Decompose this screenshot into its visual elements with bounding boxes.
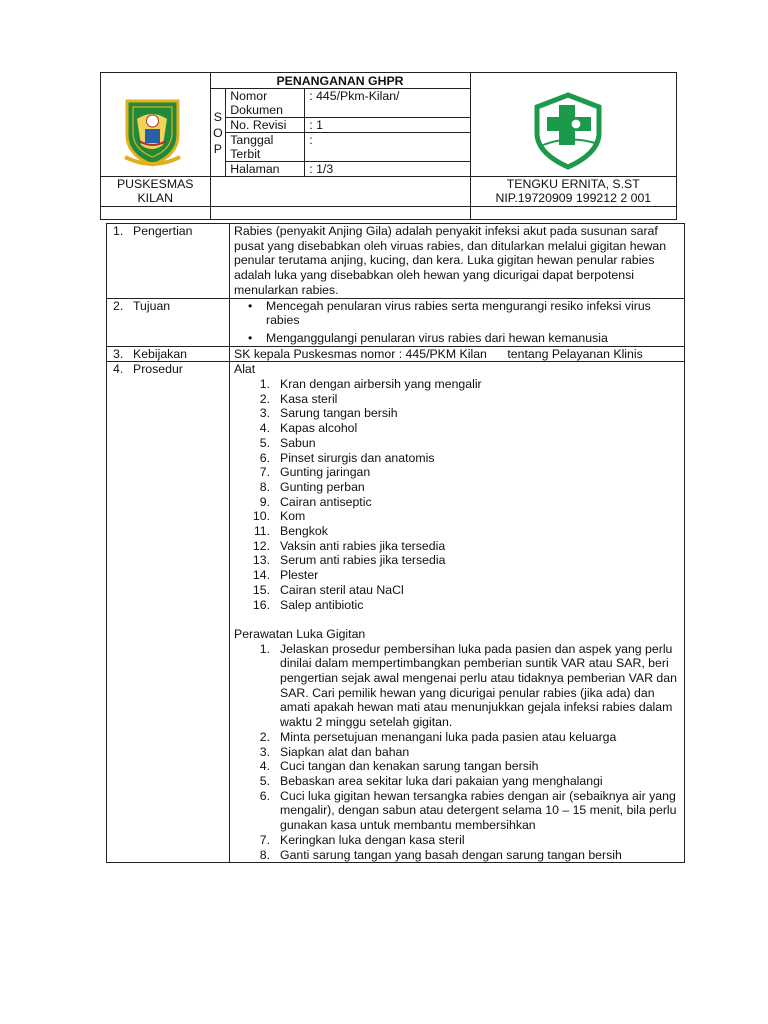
sop-header-table	[100, 72, 677, 220]
list-item: 3. Siapkan alat dan bahan	[259, 744, 410, 759]
document-title: PENANGANAN GHPR	[210, 73, 470, 89]
pengertian-text: Rabies (penyakit Anjing Gila) adalah penyakit infeksi akut pada susunan saraf pusat yang disebabkan oleh viruas rabies, dan ditularkan melalui gigitan hewan penular terutama anjing, kucing, dan kera. Luka gigitan hewan penular rabies adalah luka yang disebabkan oleh hewan yang dicurigai dapat berpotensi menularkan rabies.	[230, 224, 685, 299]
list-item: 11. Bengkok	[253, 524, 328, 539]
section-pengertian: 1. Pengertian Rabies (penyakit Anjing Gila) adalah penyakit infeksi akut pada susunan saraf pusat yang disebabkan oleh viruas rabies, dan ditularkan melalui gigitan hewan penular terutama anjing, kucing, dan kera. Luka gigitan hewan penular rabies adalah luka yang disebabkan oleh hewan yang dicurigai dapat berpotensi menularkan rabies.	[107, 224, 685, 299]
list-item: 15. Cairan steril atau NaCl	[252, 582, 404, 597]
list-item: 3. Sarung tangan bersih	[259, 406, 398, 421]
field-label-revisi: No. Revisi	[226, 118, 305, 133]
list-item: 8. Ganti sarung tangan yang basah dengan sarung tangan bersih	[259, 847, 622, 862]
section-label: Pengertian	[133, 224, 193, 238]
signer-block	[470, 177, 676, 207]
list-item: 14. Plester	[252, 568, 319, 583]
organization-name: PUSKESMAS KILAN	[101, 177, 211, 207]
list-item: • Menganggulangi penularan virus rabies dari hewan kemanusia	[252, 331, 680, 346]
section-label: Prosedur	[133, 362, 183, 377]
section-kebijakan: 3. Kebijakan SK kepala Puskesmas nomor : 445/PKM Kilan tentang Pelayanan Klinis	[107, 346, 685, 362]
puskesmas-logo-cell	[470, 73, 676, 177]
list-item: 6. Cuci luka gigitan hewan tersangka rabies dengan air (sebaiknya air yang mengalir), dengan sabun atau detergent selama 10 – 15 menit, bila perlu gunakan kasa untuk membantu membersihkan	[259, 788, 677, 833]
regency-emblem-icon	[101, 75, 204, 175]
section-label: Kebijakan	[133, 346, 188, 361]
list-item: 4. Kapas alcohol	[259, 421, 358, 436]
perawatan-list	[234, 642, 680, 863]
perawatan-heading: Perawatan Luka Gigitan	[234, 626, 366, 641]
list-item: 16. Salep antibiotic	[252, 597, 364, 612]
alat-list	[234, 377, 680, 612]
sop-content-table	[106, 223, 685, 863]
field-label-halaman: Halaman	[226, 162, 305, 177]
field-value-nomor: : 445/Pkm-Kilan/	[305, 89, 470, 118]
list-item: 2. Minta persetujuan menangani luka pada pasien atau keluarga	[259, 729, 617, 744]
list-item: 12. Vaksin anti rabies jika tersedia	[252, 538, 446, 553]
regency-emblem-cell	[101, 73, 211, 177]
section-label: Tujuan	[133, 298, 171, 313]
list-item: 8. Gunting perban	[259, 479, 365, 494]
puskesmas-logo-icon	[471, 75, 666, 175]
blank-cell	[210, 177, 470, 207]
list-item: 7. Gunting jaringan	[259, 465, 371, 480]
list-item: 13. Serum anti rabies jika tersedia	[252, 553, 446, 568]
field-value-revisi: : 1	[305, 118, 470, 133]
field-label-tanggal: Tanggal Terbit	[226, 133, 305, 162]
alat-heading: Alat	[234, 362, 256, 377]
field-value-tanggal: :	[305, 133, 470, 162]
sop-label: S O P	[210, 89, 226, 177]
list-item: 5. Sabun	[259, 435, 316, 450]
field-label-nomor: Nomor Dokumen	[226, 89, 305, 118]
kebijakan-text: SK kepala Puskesmas nomor : 445/PKM Kilan tentang Pelayanan Klinis	[230, 346, 685, 362]
list-item: 2. Kasa steril	[259, 391, 338, 406]
signer-nip: NIP.19720909 199212 2 001	[495, 191, 652, 205]
list-item: 6. Pinset sirurgis dan anatomis	[259, 450, 435, 465]
list-item: • Mencegah penularan virus rabies serta mengurangi resiko infeksi virus rabies	[252, 299, 680, 328]
field-value-halaman: : 1/3	[305, 162, 470, 177]
list-item: 9. Cairan antiseptic	[259, 494, 372, 509]
list-item: 4. Cuci tangan dan kenakan sarung tangan bersih	[259, 759, 539, 774]
list-item: 1. Jelaskan prosedur pembersihan luka pada pasien dan aspek yang perlu dinilai dalam mempertimbangkan pemberian suntik VAR atau SAR, beri pengertian sejak awal mengenai perlu atau tidaknya pemberian VAR dan SAR. Cari pemilik hewan yang dicurigai penular rabies (jika ada) dan amati apakah hewan mati atau menunjukkan gejala infeksi rabies dalam waktu 2 minggu setelah gigitan.	[259, 641, 677, 730]
list-item: 7. Keringkan luka dengan kasa steril	[259, 832, 465, 847]
list-item: 5. Bebaskan area sekitar luka dari pakaian yang menghalangi	[259, 774, 603, 788]
signer-name: TENGKU ERNITA, S.ST	[506, 177, 640, 191]
list-item: 1. Kran dengan airbersih yang mengalir	[259, 377, 482, 392]
section-prosedur: 4. Prosedur Alat 1. Kran dengan airbersih yang mengalir 2. Kasa steril 3. Sarung tangan bersih 4. Kapas alcohol 5. Sabun 6. Pinset sirurgis dan anatomis 7. Gunting jaringan 8. Gunting perban 9. Cairan antiseptic 10. Kom 11. Bengkok 12. Vaksin anti rabies jika tersedia 13. Serum anti rabies jika tersedia 14. Plester 15. Cairan steril atau NaCl 16. Salep antibiotic Perawatan Luka Gigitan 1. Jelaskan prosedur pembersihan luka pada pasien dan aspek yang perlu dinilai dalam mempertimbangkan pemberian suntik VAR atau SAR, beri pengertian sejak awal mengenai perlu atau tidaknya pemberian VAR dan SAR. Cari pemilik hewan yang dicurigai penular rabies (jika ada) dan amati apakah hewan mati atau menunjukkan gejala infeksi rabies dalam waktu 2 minggu setelah gigitan. 2. Minta persetujuan menangani luka pada pasien atau keluarga 3. Siapkan alat dan bahan 4. Cuci tangan dan kenakan sarung tangan bersih 5. Bebaskan area sekitar luka dari pakaian yang menghalangi 6. Cuci luka gigitan hewan tersangka rabies dengan air (sebaiknya air yang mengalir), dengan sabun atau detergent selama 10 – 15 menit, bila perlu gunakan kasa untuk membantu membersihkan 7. Keringkan luka dengan kasa steril 8. Ganti sarung tangan yang basah dengan sarung tangan bersih	[107, 362, 685, 863]
tujuan-list	[234, 299, 680, 346]
list-item: 10. Kom	[252, 509, 306, 524]
section-tujuan: 2. Tujuan • Mencegah penularan virus rabies serta mengurangi resiko infeksi virus rabies • Menganggulangi penularan virus rabies dari hewan kemanusia	[107, 298, 685, 346]
